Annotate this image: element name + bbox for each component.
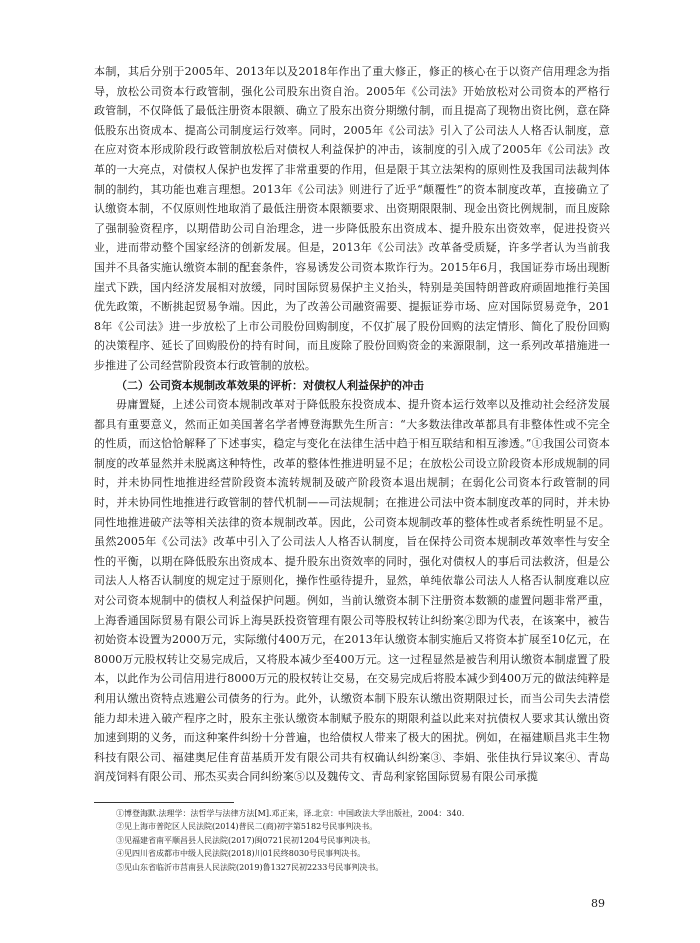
footnote-2: ②见上海市普陀区人民法院(2014)普民二(商)初字第5182号民事判决书。	[116, 822, 378, 832]
footnote-5: ⑤见山东省临沂市莒南县人民法院(2019)鲁1327民初2233号民事判决书。	[116, 862, 384, 872]
page-number: 89	[591, 897, 605, 910]
main-text	[94, 62, 610, 787]
footnote-4: ④见四川省成都市中级人民法院(2018)川01民终8030号民事判决书。	[116, 849, 366, 859]
section-heading: （二）公司资本规制改革效果的评析：对债权人利益保护的冲击	[116, 378, 424, 392]
footnotes	[116, 807, 610, 874]
footnote-rule	[94, 802, 234, 803]
paragraph-1: 本制，其后分别于2005年、2013年以及2018年作出了重大修正，修正的核心在于以资产信用理念为指导，放松公司资本行政管制，强化公司股东出资自治。2005年《公司法》开始放松对公司资本的严格行政管制，不仅降低了最低注册资本限额、确立了股东出资分期缴付制，而且提高了现物出资比例，意在降低股东出资成本、提高公司制度运行效率。同时，2005年《公司法》引入了公司法人人格否认制度，意在应对资本形成阶段行政管制放松后对债权人利益保护的冲击，该制度的引入成了2005年《公司法》改革的一大亮点，对债权人保护也发挥了非常重要的作用，但是限于其立法架构的原则性及我国司法裁判体制的制约，其功能也难言理想。2013年《公司法》则进行了近乎“颠覆性”的资本制度改革，直接确立了认缴资本制，不仅原则性地取消了最低注册资本限额要求、出资期限限制、现金出资比例规制，而且废除了强制验资程序，以期借助公司自治理念，进一步降低股东出资成本、提升股东出资效率，促进投资兴业，进而带动整个国家经济的创新发展。但是，2013年《公司法》改革备受质疑，许多学者认为当前我国并不具备实施认缴资本制的配套条件，容易诱发公司资本欺诈行为。2015年6月，我国证券市场出现断崖式下跌，国内经济发展相对放缓，同时国际贸易保护主义抬头，特别是美国特朗普政府顽固地推行美国优先政策，不断挑起贸易争端。因此，为了改善公司融资需要、提振证券市场、应对国际贸易竞争，2018年《公司法》进一步放松了上市公司股份回购制度，不仅扩展了股份回购的法定情形、简化了股份回购的决策程序、延长了回购股份的持有时间，而且废除了股份回购资金的来源限制，这一系列改革措施进一步推进了公司经营阶段资本行政管制的放松。	[94, 65, 610, 372]
footnote-3: ③见福建省南平顺昌县人民法院(2017)闽0721民初1204号民事判决书。	[116, 835, 376, 845]
footnote-1: ①博登海默.法理学：法哲学与法律方法[M].邓正来，译.北京：中国政法大学出版社，2004：340.	[116, 809, 465, 818]
paragraph-2: 毋庸置疑，上述公司资本规制改革对于降低股东投资成本、提升资本运行效率以及推动社会经济发展都具有重要意义，然而正如美国著名学者博登海默先生所言：“大多数法律改革都具有非整体性或不完全的性质，而这恰恰解释了下述事实，稳定与变化在法律生活中趋于相互联结和相互渗透。”①我国公司资本制度的改革显然并未脱离这种特性，改革的整体性推进明显不足；在放松公司设立阶段资本形成规制的同时，并未协同性地推进经营阶段资本流转规制及破产阶段资本退出规制；在弱化公司资本行政管制的同时，并未协同性地推进行政管制的替代机制——司法规制；在推进公司法中资本制度改革的同时，并未协同性地推进破产法等相关法律的资本规制改革。因此，公司资本规制改革的整体性或者系统性明显不足。虽然2005年《公司法》改革中引入了公司法人人格否认制度，旨在保持公司资本规制改革效率性与安全性的平衡，以期在降低股东出资成本、提升股东出资效率的同时，强化对债权人的事后司法救济，但是公司法人人格否认制度的规定过于原则化，操作性亟待提升，显然，单纯依靠公司法人人格否认制度难以应对公司资本规制中的债权人利益保护问题。例如，当前认缴资本制下注册资本数额的虚置问题非常严重，上海香通国际贸易有限公司诉上海昊跃投资管理有限公司等股权转让纠纷案②即为代表，在该案中，被告初始资本设置为2000万元，实际缴付400万元，在2013年认缴资本制实施后又将资本扩展至10亿元，在8000万元股权转让交易完成后，又将股本减少至400万元。这一过程显然是被告利用认缴资本制虚置了股本，以此作为公司信用进行8000万元的股权转让交易，在交易完成后将股本减少到400万元的做法纯粹是利用认缴出资特点逃避公司债务的行为。此外，认缴资本制下股东认缴出资期限过长，而当公司失去清偿能力却未进入破产程序之时，股东主张认缴资本制赋予股东的期限利益以此来对抗债权人要求其认缴出资加速到期的义务，而这种案件纠纷十分普遍，也给债权人带来了极大的困扰。例如，在福建顺昌兆丰生物科技有限公司、福建奥尼佳育苗基质开发有限公司共有权确认纠纷案③、李娟、张佳执行异议案④、青岛润茂饲料有限公司、邢杰买卖合同纠纷案⑤以及魏传文、青岛利家铭国际贸易有限公司承揽	[94, 398, 610, 784]
